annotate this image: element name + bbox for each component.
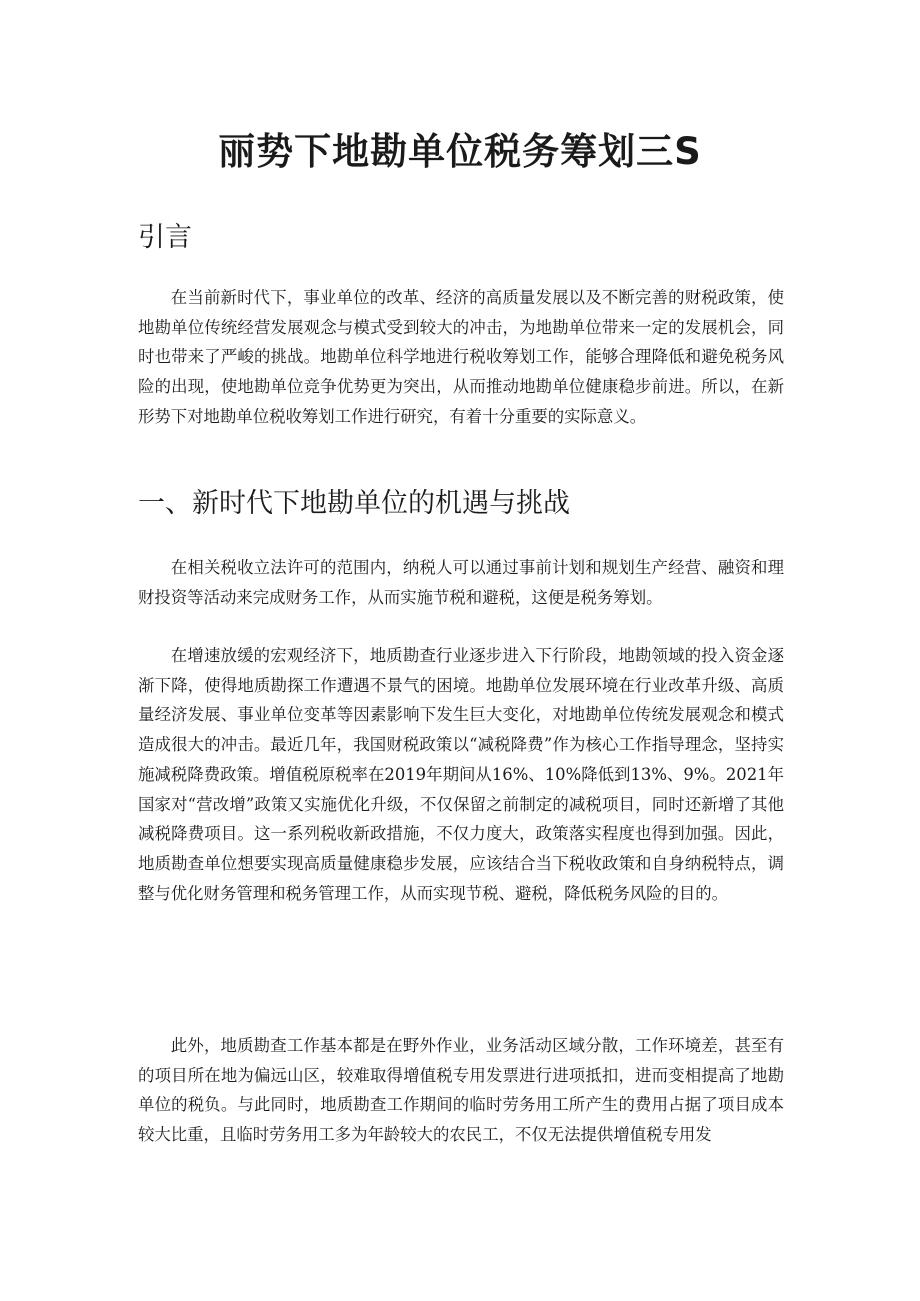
intro-paragraph: 在当前新时代下，事业单位的改革、经济的高质量发展以及不断完善的财税政策，使地勘单位传统经营发展观念与模式受到较大的冲击，为地勘单位带来一定的发展机会，同时也带来了严峻的挑战。地勘单位科学地进行税收筹划工作，能够合理降低和避免税务风险的出现，使地勘单位竞争优势更为突出，从而推动地勘单位健康稳步前进。所以，在新形势下对地勘单位税收筹划工作进行研究，有着十分重要的实际意义。 (138, 288, 784, 426)
document-title: 丽势下地勘单位税务筹划三S (218, 130, 702, 173)
section-heading-intro: 引言 (138, 222, 192, 253)
section1-paragraph-2: 在增速放缓的宏观经济下，地质勘查行业逐步进入下行阶段，地勘领域的投入资金逐渐下降，使得地质勘探工作遭遇不景气的困境。地勘单位发展环境在行业改革升级、高质量经济发展、事业单位变革等因素影响下发生巨大变化，对地勘单位传统发展观念和模式造成很大的冲击。最近几年，我国财税政策以“减税降费”作为核心工作指导理念，坚持实施减税降费政策。增值税原税率在2019年期间从16%、10%降低到13%、9%。2021年国家对“营改增”政策又实施优化升级，不仅保留之前制定的减税项目，同时还新增了其他减税降费项目。这一系列税收新政措施，不仅力度大，政策落实程度也得到加强。因此，地质勘查单位想要实现高质量健康稳步发展，应该结合当下税收政策和自身纳税特点，调整与优化财务管理和税务管理工作，从而实现节税、避税，降低税务风险的目的。 (138, 646, 784, 903)
section1-paragraph-1: 在相关税收立法许可的范围内，纳税人可以通过事前计划和规划生产经营、融资和理财投资等活动来完成财务工作，从而实施节税和避税，这便是税务筹划。 (138, 558, 784, 607)
section-heading-opportunities-challenges: 一、新时代下地勘单位的机遇与挑战 (138, 488, 570, 519)
section1-paragraph-3: 此外，地质勘查工作基本都是在野外作业，业务活动区域分散，工作环境差，甚至有的项目所在地为偏远山区，较难取得增值税专用发票进行进项抵扣，进而变相提高了地勘单位的税负。与此同时，地质勘查工作期间的临时劳务用工所产生的费用占据了项目成本较大比重，且临时劳务用工多为年龄较大的农民工，不仅无法提供增值税专用发 (138, 1036, 784, 1145)
